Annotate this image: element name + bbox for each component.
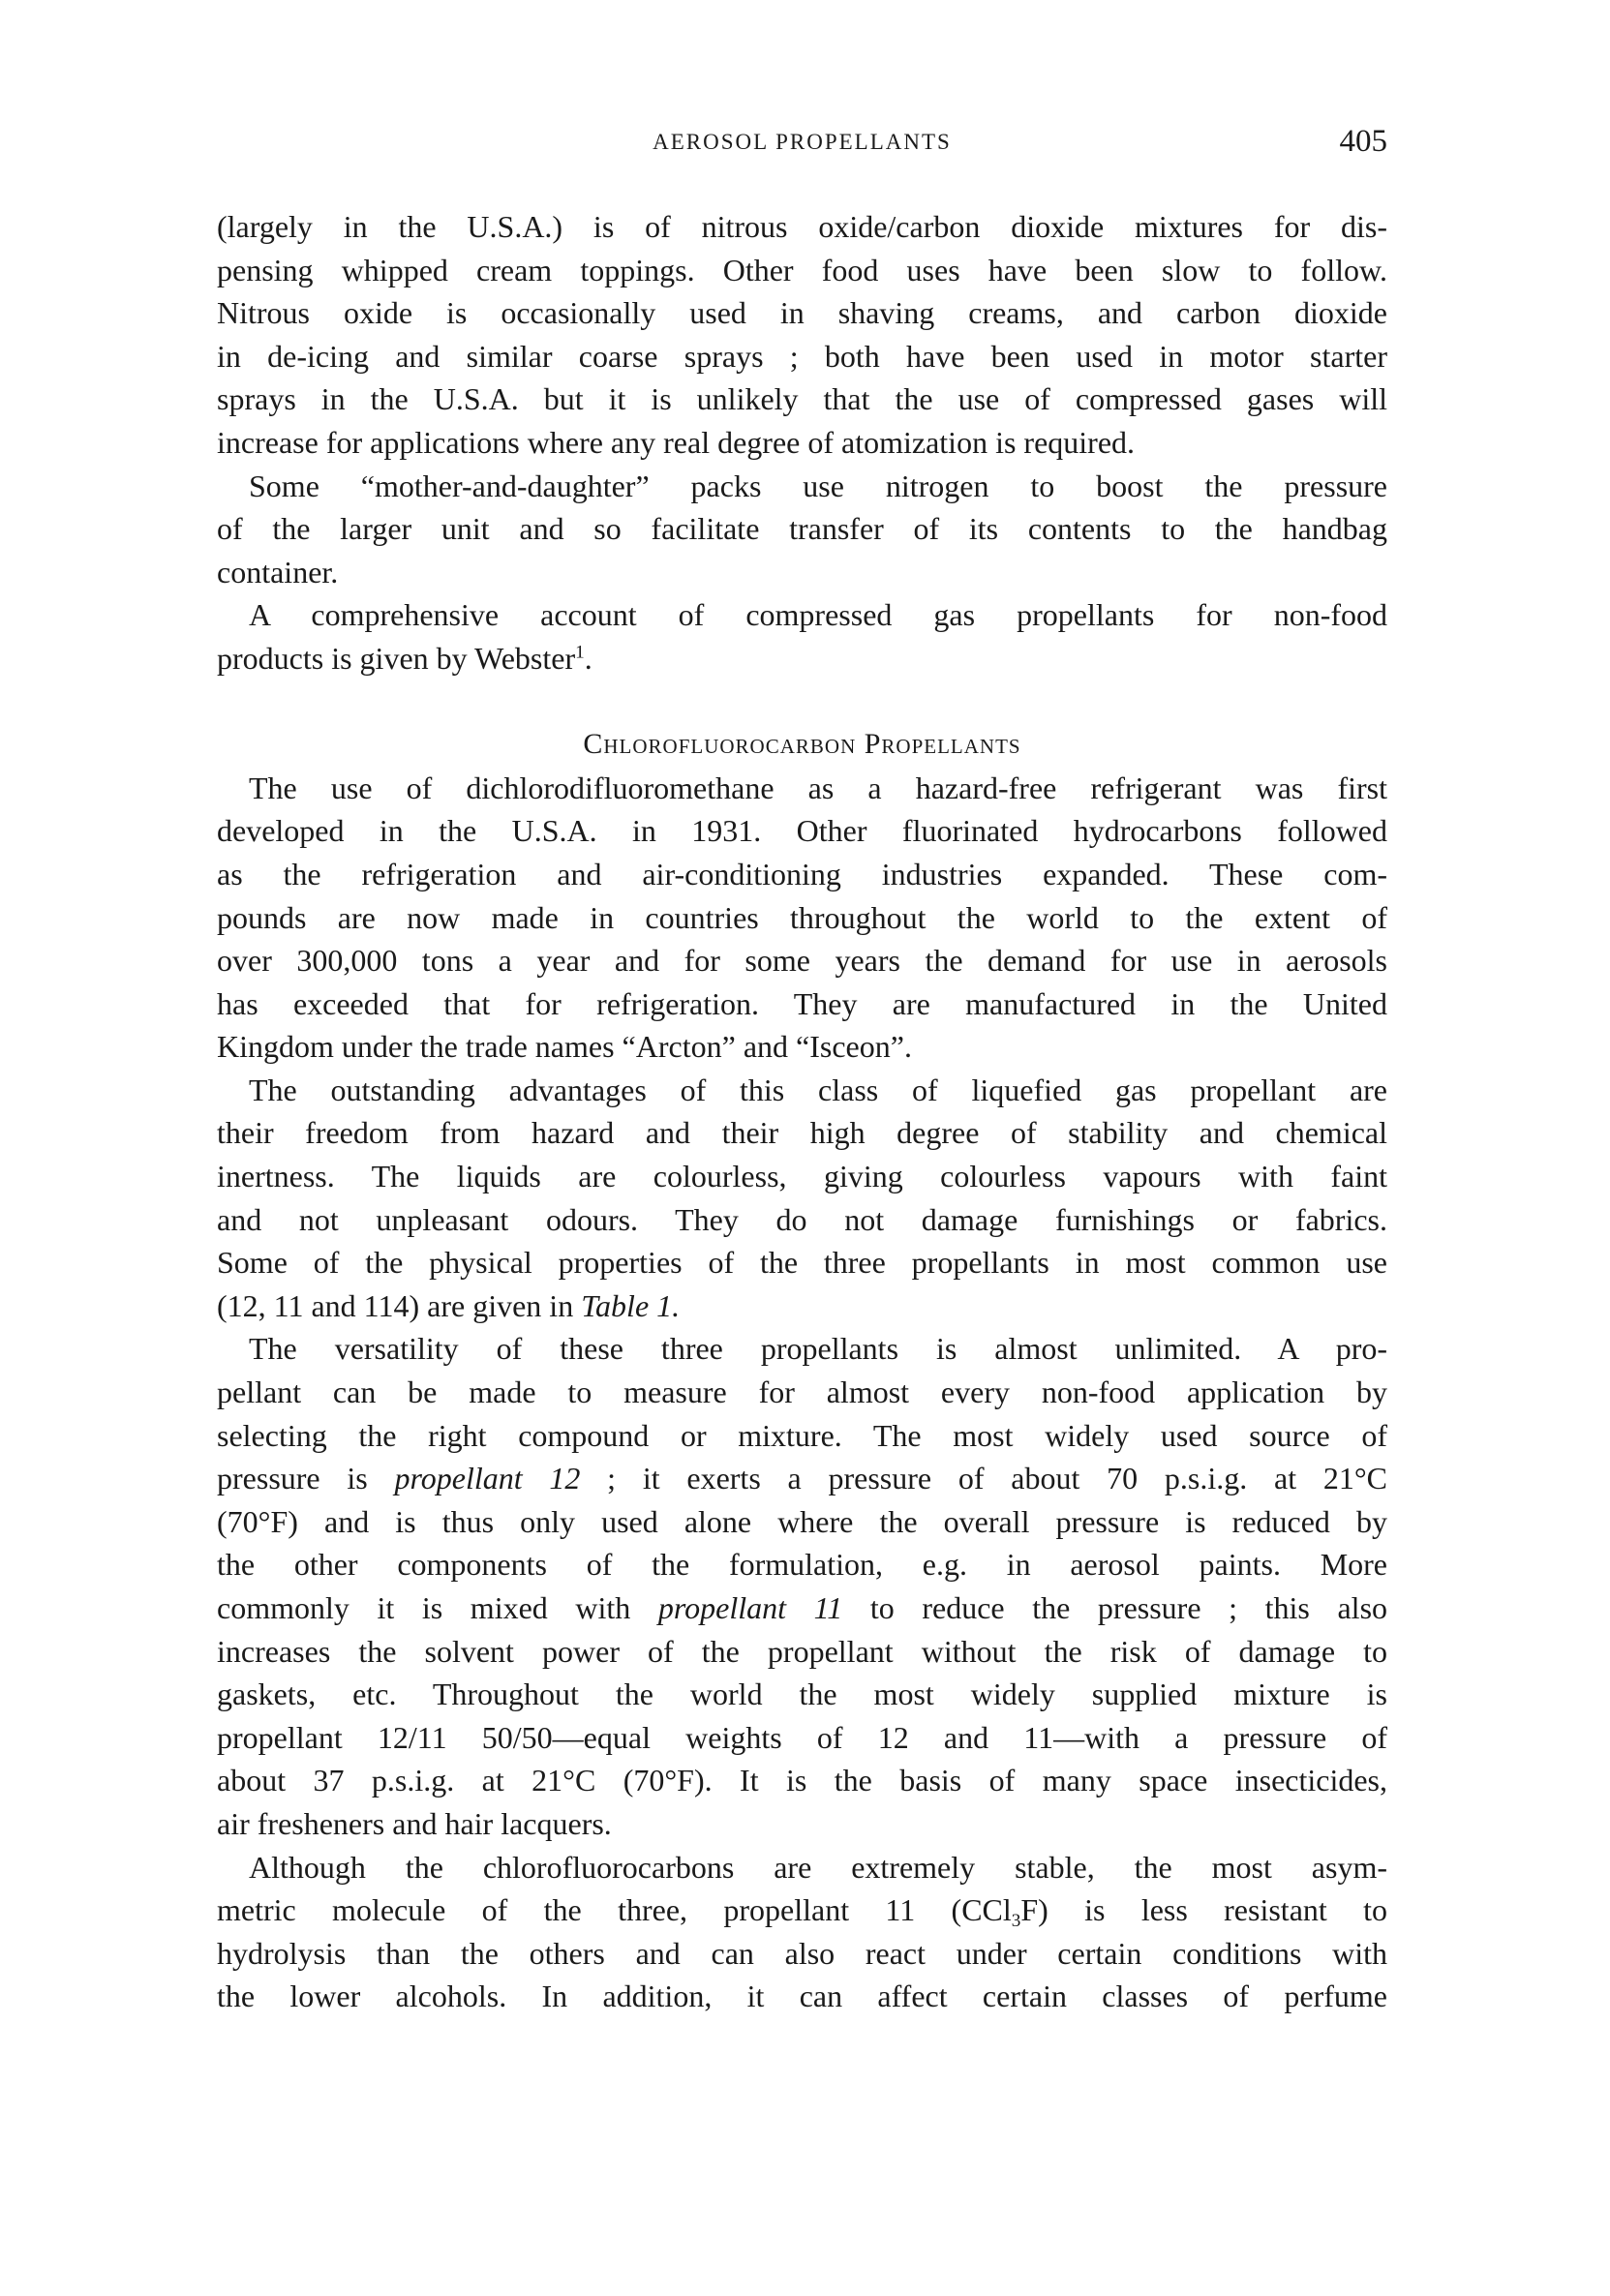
section-heading (217, 723, 1387, 767)
text-line (217, 1888, 1387, 1932)
text-line (217, 939, 1387, 982)
text-span: of the larger unit and so facilitate transfer of its contents to the handbag (217, 511, 1387, 547)
text-span: selecting the right compound or mixture. The most widely used source of (217, 1417, 1387, 1453)
text-span: Some of the physical properties of the three propellants in most common use (217, 1245, 1387, 1281)
text-line (217, 1586, 1387, 1630)
running-head (217, 124, 1387, 163)
text-span: The use of dichlorodifluoromethane as a hazard-free refrigerant was first (249, 770, 1387, 805)
text-span: products is given by Webster (217, 640, 576, 676)
text-line (217, 1932, 1387, 1976)
text-line (217, 853, 1387, 896)
text-span: (70°F) and is thus only used alone where the overall pressure is reduced by (217, 1503, 1387, 1539)
text-span: as the refrigeration and air-conditioning industries expanded. These com- (217, 856, 1387, 891)
text-span: Nitrous oxide is occasionally used in shaving creams, and carbon dioxide (217, 295, 1387, 331)
text-line (217, 1327, 1387, 1371)
text-span: to reduce the pressure ; this also (842, 1590, 1388, 1625)
italic-text: propellant 11 (657, 1590, 843, 1625)
text-line (217, 291, 1387, 335)
text-line (217, 982, 1387, 1026)
text-span: pensing whipped cream toppings. Other food uses have been slow to follow. (217, 252, 1387, 287)
text-line (217, 1371, 1387, 1414)
text-span: metric molecule of the three, propellant 11 (CCl (217, 1892, 1012, 1928)
text-line (217, 249, 1387, 292)
text-span: Kingdom under the trade names “Arcton” and “Isceon”. (217, 1029, 912, 1065)
text-span: propellant 12/11 50/50—equal weights of 12 and 11—with a pressure of (217, 1719, 1387, 1755)
text-span: sprays in the U.S.A. but it is unlikely that the use of compressed gases will (217, 381, 1387, 417)
text-line (217, 1543, 1387, 1586)
text-line (217, 1846, 1387, 1889)
text-line (217, 809, 1387, 853)
text-line (217, 205, 1387, 249)
text-line (217, 1500, 1387, 1544)
text-line (217, 767, 1387, 810)
text-span: ; it exerts a pressure of about 70 p.s.i.g. at 21°C (580, 1461, 1388, 1496)
subscript: 3 (1011, 1910, 1021, 1931)
text-span: The outstanding advantages of this class of liquefied gas propellant are (249, 1072, 1387, 1107)
text-span: in de-icing and similar coarse sprays ; both have been used in motor starter (217, 338, 1387, 374)
text-line (217, 421, 1387, 465)
text-span: A comprehensive account of compressed gas propellants for non-food (249, 597, 1387, 633)
italic-text: propellant 12 (394, 1461, 581, 1496)
text-line (217, 335, 1387, 378)
text-span: and not unpleasant odours. They do not damage furnishings or fabrics. (217, 1201, 1387, 1237)
running-head-title: AEROSOL PROPELLANTS (653, 130, 952, 154)
text-line (217, 1241, 1387, 1284)
text-line (217, 1975, 1387, 2018)
text-span: pounds are now made in countries throughout the world to the extent of (217, 899, 1387, 935)
text-line (217, 637, 1387, 680)
text-line (217, 1111, 1387, 1155)
text-line (217, 1198, 1387, 1242)
text-span: inertness. The liquids are colourless, giving colourless vapours with faint (217, 1159, 1387, 1194)
text-span: Some “mother-and-daughter” packs use nitrogen to boost the pressure (249, 468, 1387, 503)
text-span: pressure is (217, 1461, 395, 1496)
text-span: container. (217, 554, 339, 589)
text-span: . (584, 640, 592, 676)
text-line (217, 1716, 1387, 1760)
text-span: increases the solvent power of the propellant without the risk of damage to (217, 1633, 1387, 1669)
text-span: their freedom from hazard and their high degree of stability and chemical (217, 1115, 1387, 1151)
text-line (217, 1457, 1387, 1500)
text-line (217, 507, 1387, 551)
text-line (217, 896, 1387, 940)
text-span: air fresheners and hair lacquers. (217, 1805, 612, 1841)
text-span: increase for applications where any real degree of atomization is required. (217, 424, 1136, 460)
text-line (217, 1630, 1387, 1674)
text-span: (12, 11 and 114) are given in (217, 1287, 582, 1323)
footnote-ref: 1 (575, 642, 585, 663)
text-span: (largely in the U.S.A.) is of nitrous oxide/carbon dioxide mixtures for dis- (217, 209, 1387, 244)
text-span: about 37 p.s.i.g. at 21°C (70°F). It is the basis of many space insecticides, (217, 1763, 1387, 1798)
text-line (217, 593, 1387, 637)
text-line (217, 465, 1387, 508)
text-span: The versatility of these three propellants is almost unlimited. A pro- (249, 1331, 1387, 1367)
text-span: F) is less resistant to (1020, 1892, 1388, 1928)
text-span: commonly it is mixed with (217, 1590, 658, 1625)
text-span: pellant can be made to measure for almost every non-food application by (217, 1375, 1387, 1410)
text-span: the lower alcohols. In addition, it can affect certain classes of perfume (217, 1979, 1387, 2014)
text-span: hydrolysis than the others and can also react under certain conditions with (217, 1935, 1387, 1971)
body-text (217, 205, 1387, 2018)
blank-line (217, 680, 1387, 724)
text-line (217, 1025, 1387, 1069)
text-span: the other components of the formulation, e.g. in aerosol paints. More (217, 1547, 1387, 1583)
italic-text: Table 1. (581, 1287, 681, 1323)
text-line (217, 1673, 1387, 1716)
text-line (217, 1802, 1387, 1846)
page-number: 405 (1339, 124, 1387, 159)
text-line (217, 378, 1387, 421)
text-span: gaskets, etc. Throughout the world the most widely supplied mixture is (217, 1677, 1387, 1712)
text-span: Although the chlorofluorocarbons are extremely stable, the most asym- (249, 1849, 1387, 1885)
text-line (217, 1155, 1387, 1198)
text-line (217, 1284, 1387, 1328)
text-span: over 300,000 tons a year and for some years the demand for use in aerosols (217, 943, 1387, 979)
text-span: has exceeded that for refrigeration. They are manufactured in the United (217, 985, 1387, 1021)
text-span: Chlorofluorocarbon Propellants (583, 728, 1021, 761)
text-line (217, 1414, 1387, 1458)
text-line (217, 551, 1387, 594)
text-line (217, 1759, 1387, 1802)
text-line (217, 1069, 1387, 1112)
text-span: developed in the U.S.A. in 1931. Other fluorinated hydrocarbons followed (217, 813, 1387, 849)
